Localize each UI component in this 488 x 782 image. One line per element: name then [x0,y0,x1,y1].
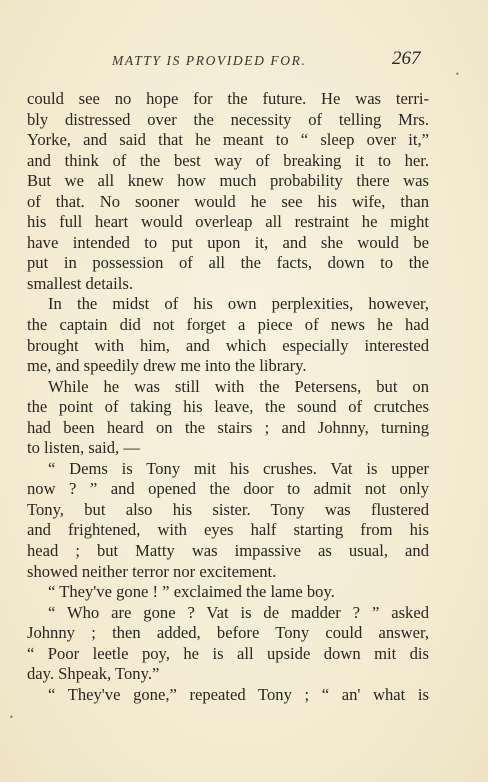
text-line: “ Who are gone ? Vat is de madder ? ” asked [48,602,429,622]
text-line: While he was still with the Petersens, but on [48,376,429,396]
body-text [27,89,429,705]
text-line: and think of the best way of breaking it to her. [27,150,429,170]
text-line: But we all knew how much probability there was [27,171,429,191]
text-line: now ? ” and opened the door to admit not only [27,479,429,499]
running-title: MATTY IS PROVIDED FOR. [112,53,307,68]
text-line: In the midst of his own perplexities, however, [48,294,429,314]
text-line: Yorke, and said that he meant to “ sleep over it,” [27,130,429,150]
text-line: to listen, said, — [27,438,140,458]
text-line: had been heard on the stairs ; and Johnny, turning [27,417,429,437]
text-line: smallest details. [27,273,133,293]
text-line: day. Shpeak, Tony.” [27,664,160,684]
page-header [0,48,488,76]
text-line: and frightened, with eyes half starting from his [27,520,429,540]
text-line: “ They've gone,” repeated Tony ; “ an' what is [48,684,429,704]
text-line: of that. No sooner would he see his wife, than [27,191,429,211]
text-line: have intended to put upon it, and she would be [27,232,429,252]
text-line: showed neither terror nor excitement. [27,561,277,581]
text-line: head ; but Matty was impassive as usual, and [27,541,429,561]
page-number: 267 [392,48,421,69]
text-line: the point of taking his leave, the sound of crutches [27,397,429,417]
text-line: “ Dems is Tony mit his crushes. Vat is upper [48,458,429,478]
text-line: the captain did not forget a piece of news he had [27,315,429,335]
text-line: “ Poor leetle poy, he is all upside down mit dis [27,643,429,663]
text-line: brought with him, and which especially interested [27,335,429,355]
margin-speck: • [455,70,460,79]
text-line: Tony, but also his sister. Tony was flustered [27,499,429,519]
text-line: could see no hope for the future. He was terri- [27,89,429,108]
text-line: “ They've gone ! ” exclaimed the lame boy. [48,582,335,602]
text-line: me, and speedily drew me into the library. [27,356,307,376]
text-line: put in possession of all the facts, down to the [27,253,429,273]
text-line: his full heart would overleap all restraint he might [27,212,429,232]
margin-speck: • [9,713,14,722]
text-line: bly distressed over the necessity of telling Mrs. [27,109,429,129]
text-line: Johnny ; then added, before Tony could answer, [27,623,429,643]
